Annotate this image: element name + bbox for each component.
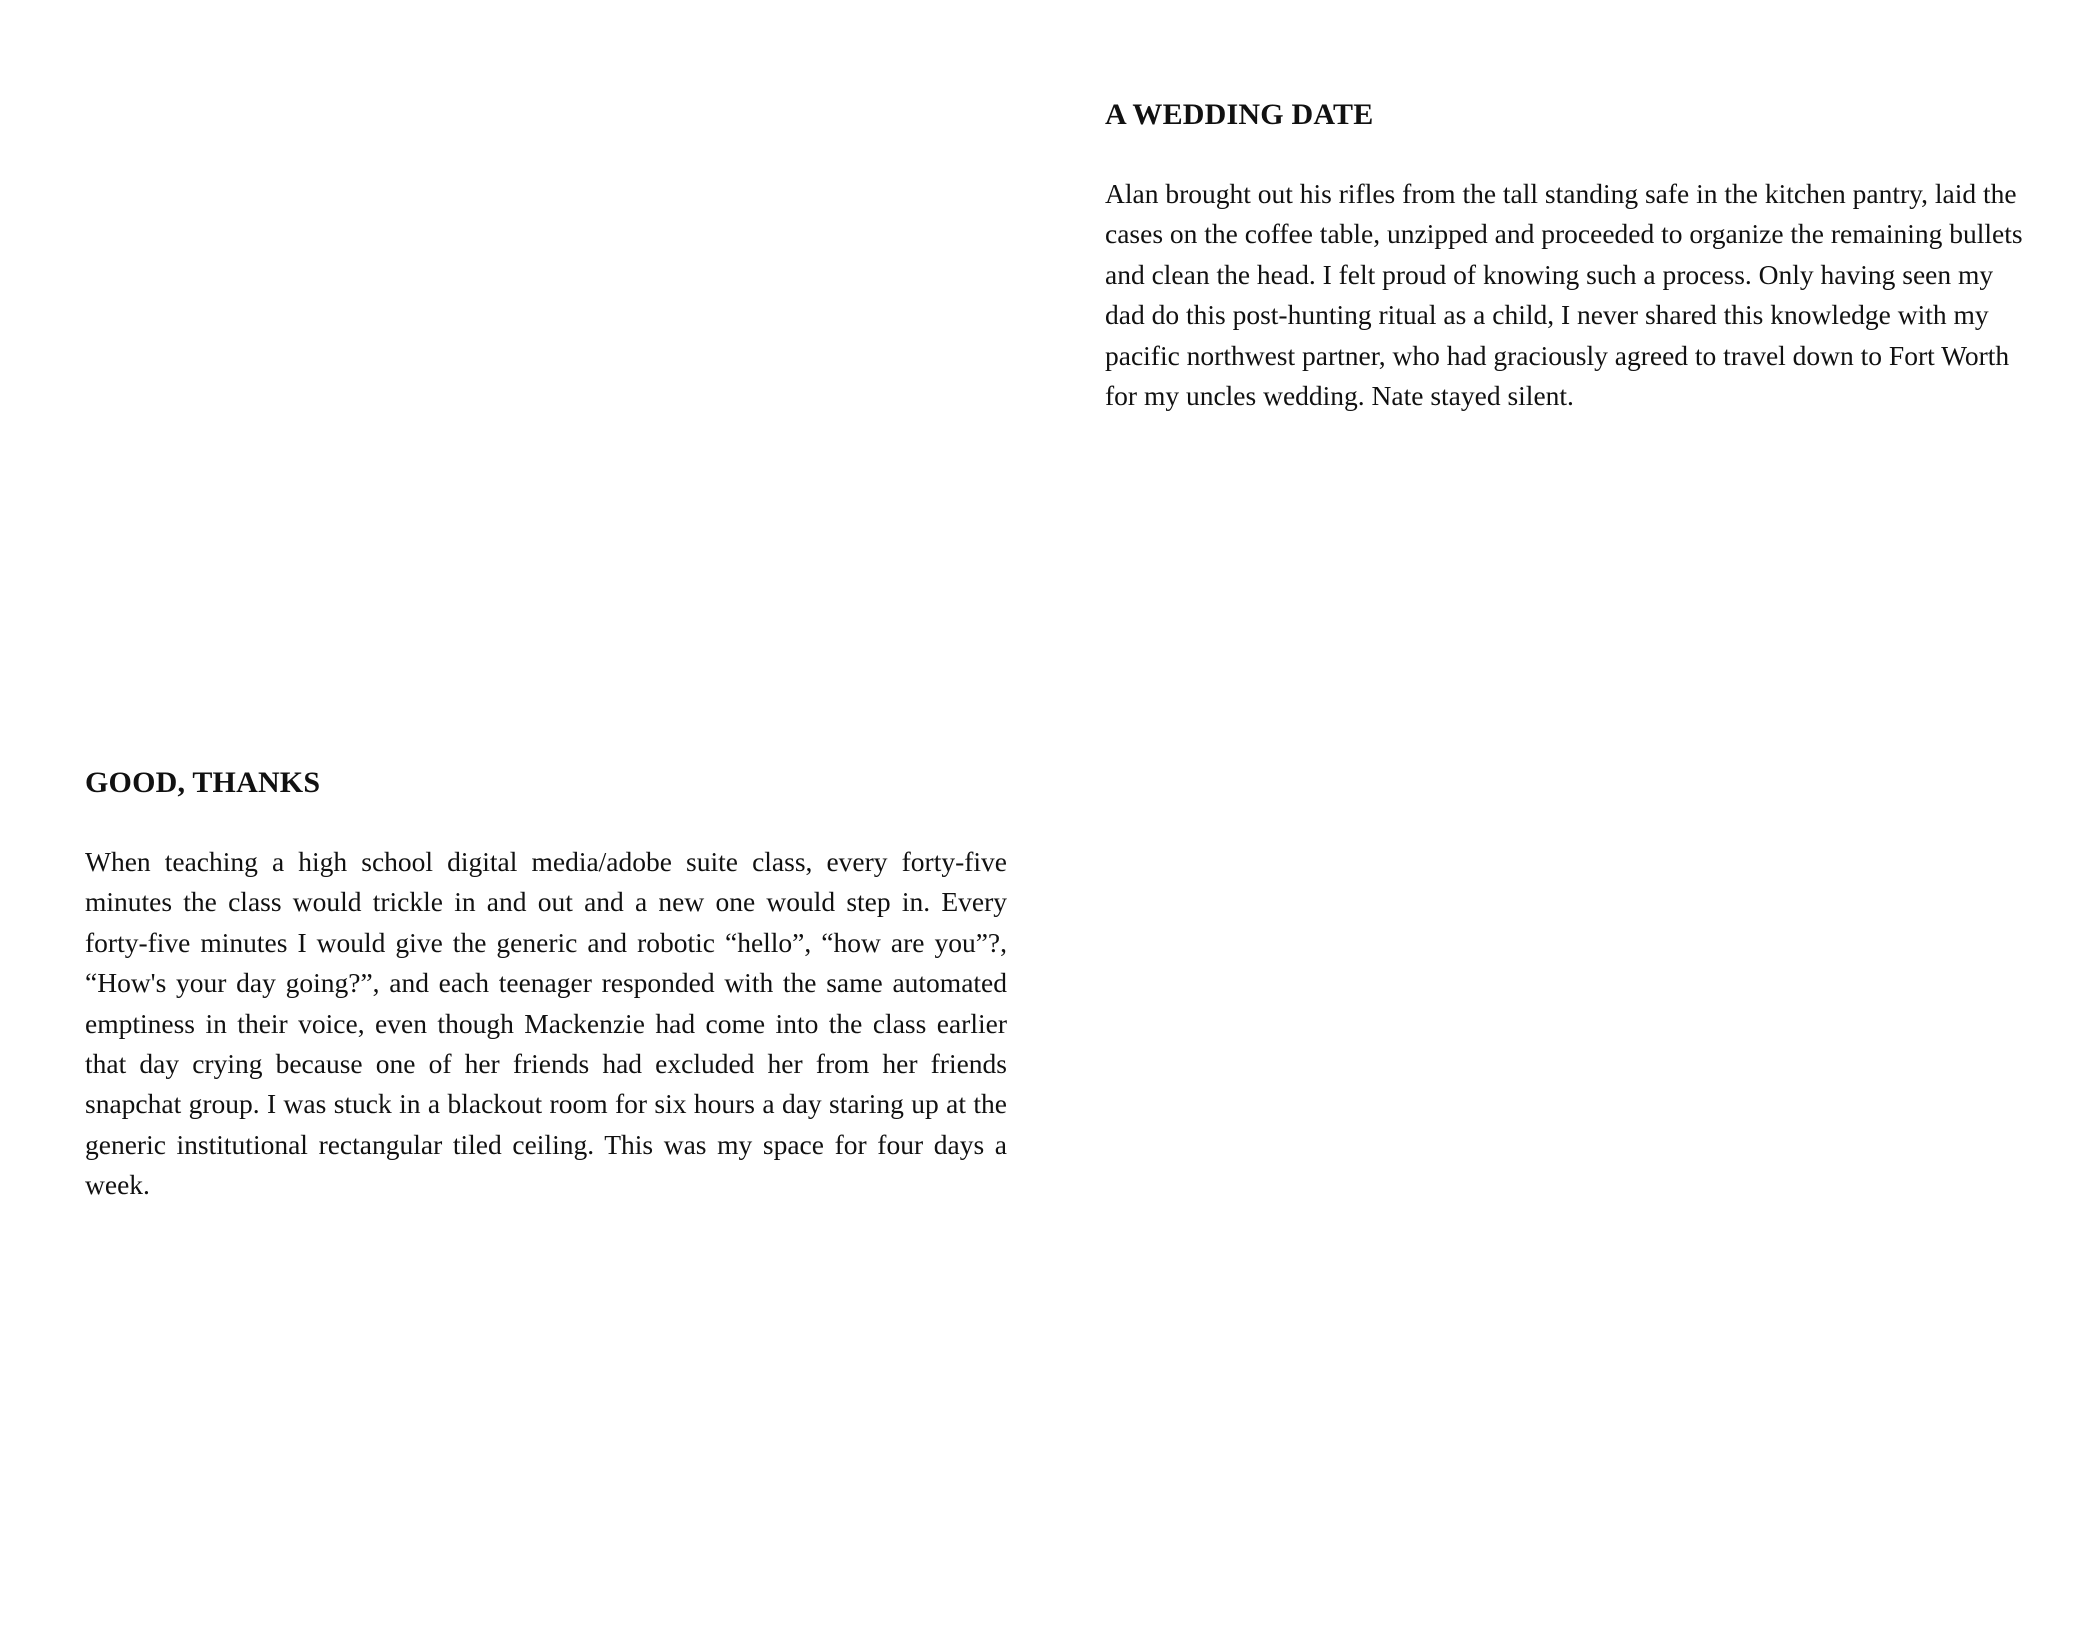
- section-body: Alan brought out his rifles from the tall standing safe in the kitchen pantry, laid the cases on the coffee table, unzipped and proceeded to organize the remaining bullets and clean the head. I felt proud of knowing such a process. Only having seen my dad do this post-hunting ritual as a child, I never shared this knowledge with my pacific northwest partner, who had graciously agreed to travel down to Fort Worth for my uncles wedding. Nate stayed silent.: [1105, 178, 2023, 412]
- section-title: GOOD, THANKS: [85, 766, 321, 799]
- section-a-wedding-date: [1105, 97, 2035, 416]
- section-title: A WEDDING DATE: [1105, 98, 1374, 131]
- section-body: When teaching a high school digital media/adobe suite class, every forty-five minutes the class would trickle in and out and a new one would step in. Every forty-five minutes I would give the generic and robotic “hello”, “how are you”?, “How's your day going?”, and each teenager responded with the same automated emptiness in their voice, even though Mackenzie had come into the class earlier that day crying because one of her friends had excluded her from her friends snapchat group. I was stuck in a blackout room for six hours a day staring up at the generic institutional rectangular tiled ceiling. This was my space for four days a week.: [85, 846, 1007, 1201]
- section-good-thanks: [85, 765, 1007, 1206]
